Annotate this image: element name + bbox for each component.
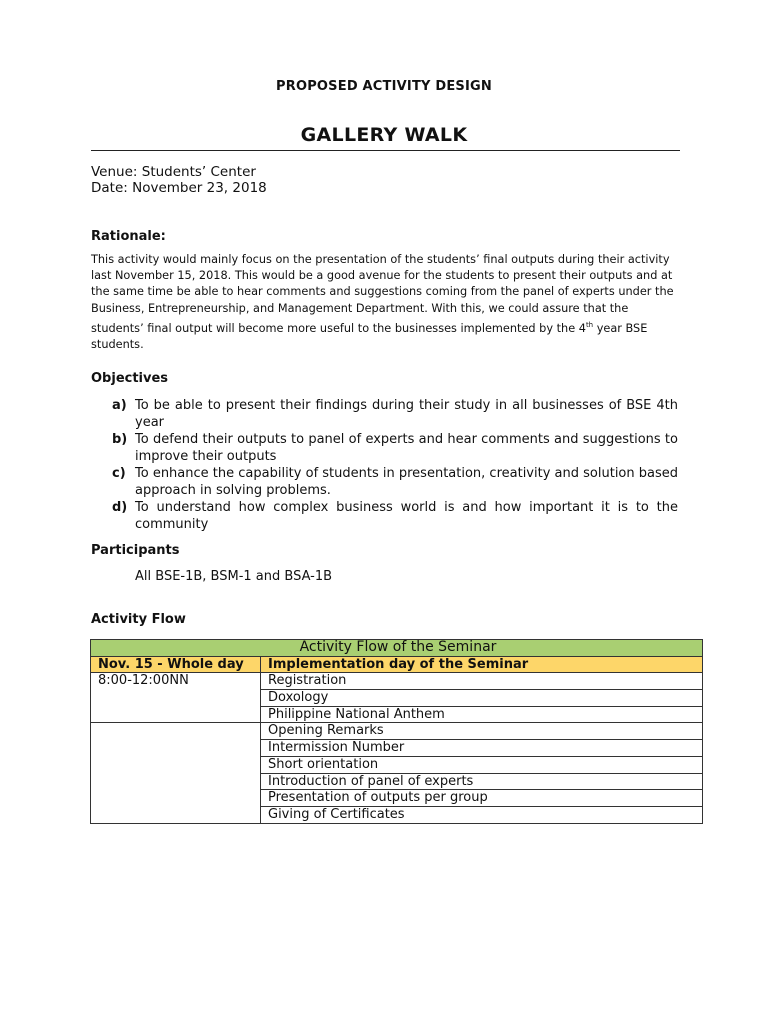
rationale-text-end: year BSE students. [91,321,648,351]
time-cell [91,790,261,807]
table-row [91,756,703,773]
header-description: Implementation day of the Seminar [261,656,703,673]
objective-text: To be able to present their findings during their study in all businesses of BSE 4th year [135,398,678,430]
activity-flow-heading: Activity Flow [91,612,186,627]
table-row [91,790,703,807]
participants-text: All BSE-1B, BSM-1 and BSA-1B [135,569,333,584]
objective-item [108,431,678,465]
time-cell: 8:00-12:00NN [91,673,261,690]
rationale-paragraph [91,252,681,353]
rationale-text-main: This activity would mainly focus on the presentation of the students’ final outputs during their activity last November 15, 2018. This would be a good avenue for the students to present their outputs and at the same time be able to hear comments and suggestions coming from the panel of experts under the Business, Entrepreneurship, and Management Department. With this, we could assure that the students’ final output will become more useful to the businesses implemented by the 4 [91,253,674,335]
rationale-superscript: th [585,320,594,329]
table-row [91,706,703,723]
table-row [91,806,703,823]
objective-text: To enhance the capability of students in presentation, creativity and solution based approach in solving problems. [135,466,678,498]
time-cell [91,690,261,707]
objective-marker: a) [112,398,127,413]
table-row [91,690,703,707]
objective-text: To understand how complex business world is and how important it is to the community [135,500,678,532]
activity-cell: Philippine National Anthem [261,706,703,723]
objective-item [108,465,678,499]
activity-cell: Short orientation [261,756,703,773]
objectives-list [108,397,678,533]
objective-marker: d) [112,500,128,515]
activity-cell: Opening Remarks [261,723,703,740]
time-cell [91,706,261,723]
table-row [91,673,703,690]
activity-cell: Doxology [261,690,703,707]
activity-cell: Intermission Number [261,740,703,757]
header-date: Nov. 15 - Whole day [91,656,261,673]
activity-flow-table [90,639,703,824]
objective-item [108,397,678,431]
time-cell [91,773,261,790]
activity-cell: Introduction of panel of experts [261,773,703,790]
rationale-heading: Rationale: [91,229,166,244]
time-cell [91,756,261,773]
table-row [91,773,703,790]
venue-date-block [91,164,267,196]
activity-cell: Presentation of outputs per group [261,790,703,807]
table-row [91,740,703,757]
proposed-label: PROPOSED ACTIVITY DESIGN [276,79,492,94]
objectives-heading: Objectives [91,371,169,386]
table-row [91,723,703,740]
objective-text: To defend their outputs to panel of experts and hear comments and suggestions to improve their outputs [135,432,678,464]
objective-marker: b) [112,432,128,447]
table-header-row [91,656,703,673]
participants-heading: Participants [91,543,180,558]
activity-cell: Registration [261,673,703,690]
time-cell [91,740,261,757]
date-line: Date: November 23, 2018 [91,180,267,196]
objective-marker: c) [112,466,126,481]
table-caption-row [91,640,703,657]
objective-item [108,499,678,533]
title-underline [91,150,680,151]
venue-line: Venue: Students’ Center [91,164,256,180]
time-cell [91,806,261,823]
document-title: GALLERY WALK [300,124,468,146]
time-cell [91,723,261,740]
activity-cell: Giving of Certificates [261,806,703,823]
table-caption: Activity Flow of the Seminar [91,640,703,657]
